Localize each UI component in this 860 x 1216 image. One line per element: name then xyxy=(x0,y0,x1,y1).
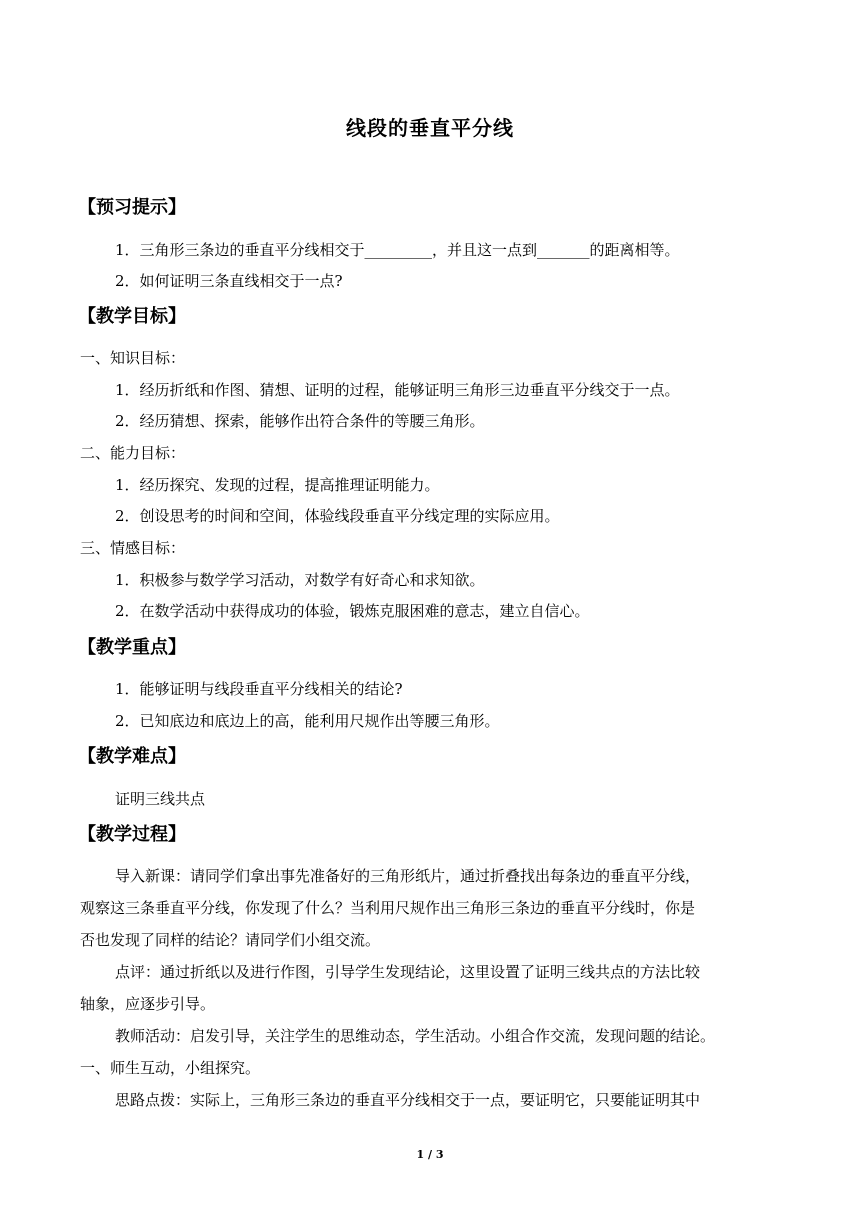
key-point-item: 2．已知底边和底边上的高，能利用尺规作出等腰三角形。 xyxy=(115,712,500,730)
page-number: 1 / 3 xyxy=(416,1148,444,1161)
process-line: 一、师生互动，小组探究。 xyxy=(80,1059,261,1077)
section-heading-goals: 【教学目标】 xyxy=(78,306,186,327)
document-title: 线段的垂直平分线 xyxy=(346,116,514,140)
process-line: 教师活动：启发引导，关注学生的思维动态，学生活动。小组合作交流，发现问题的结论。 xyxy=(115,1027,716,1045)
process-line: 导入新课：请同学们拿出事先准备好的三角形纸片，通过折叠找出每条边的垂直平分线， xyxy=(115,867,701,885)
goal-item: 1．经历探究、发现的过程，提高推理证明能力。 xyxy=(115,476,440,494)
process-line: 观察这三条垂直平分线，你发现了什么？当利用尺规作出三角形三条边的垂直平分线时，你是 xyxy=(80,899,696,917)
process-line: 点评：通过折纸以及进行作图，引导学生发现结论，这里设置了证明三线共点的方法比较 xyxy=(115,963,701,981)
goal-group-label-emotion: 三、情感目标： xyxy=(80,539,186,557)
process-line: 思路点拨：实际上，三角形三条边的垂直平分线相交于一点，要证明它，只要能证明其中 xyxy=(115,1091,701,1109)
key-point-item: 1．能够证明与线段垂直平分线相关的结论? xyxy=(115,680,403,698)
section-heading-difficulties: 【教学难点】 xyxy=(78,746,186,767)
goal-group-label-ability: 二、能力目标： xyxy=(80,444,186,462)
goal-item: 2．经历猜想、探索，能够作出符合条件的等腰三角形。 xyxy=(115,412,485,430)
goal-item: 1．积极参与数学学习活动，对数学有好奇心和求知欲。 xyxy=(115,571,485,589)
section-heading-key-points: 【教学重点】 xyxy=(78,637,186,658)
process-line: 轴象，应逐步引导。 xyxy=(80,995,216,1013)
goal-item: 1．经历折纸和作图、猜想、证明的过程，能够证明三角形三边垂直平分线交于一点。 xyxy=(115,381,680,399)
goal-item: 2．创设思考的时间和空间，体验线段垂直平分线定理的实际应用。 xyxy=(115,507,560,525)
difficulty-item: 证明三线共点 xyxy=(115,790,206,808)
process-line: 否也发现了同样的结论？请同学们小组交流。 xyxy=(80,931,381,949)
section-heading-process: 【教学过程】 xyxy=(78,824,186,845)
goal-group-label-knowledge: 一、知识目标： xyxy=(80,349,186,367)
goal-item: 2．在数学活动中获得成功的体验，锻炼克服困难的意志，建立自信心。 xyxy=(115,602,590,620)
preview-item-2: 2．如何证明三条直线相交于一点? xyxy=(115,272,343,290)
preview-item-1: 1．三角形三条边的垂直平分线相交于_________，并且这一点到_______的距离相等。 xyxy=(115,241,680,259)
section-heading-preview: 【预习提示】 xyxy=(78,197,186,218)
